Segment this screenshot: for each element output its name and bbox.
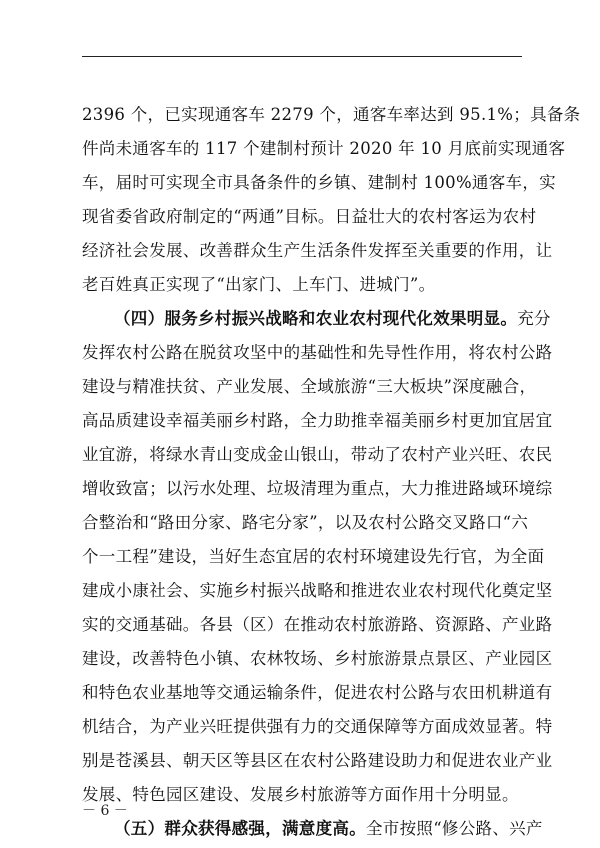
- text-line: 老百姓真正实现了“出家门、上车门、进城门”。: [82, 275, 436, 294]
- text-line: 建设，改善特色小镇、农林牧场、乡村旅游景点景区、产业园区: [82, 649, 553, 668]
- section-5-first-line: [114, 812, 543, 846]
- page-number: － 6 －: [82, 803, 128, 819]
- text-line: 和特色农业基地等交通运输条件，促进农村公路与农田机耕道有: [82, 683, 553, 702]
- text-line: 发挥农村公路在脱贫攻坚中的基础性和先导性作用，将农村公路: [82, 343, 553, 362]
- text-line: 别是苍溪县、朝天区等县区在农村公路建设助力和促进农业产业: [82, 751, 553, 770]
- text-line: 2396 个，已实现通客车 2279 个，通客车率达到 95.1%；具备条: [82, 105, 581, 124]
- text-line: 发展、特色园区建设、发展乡村旅游等方面作用十分明显。: [82, 785, 519, 804]
- section-5-lead: 全市按照“修公路、兴产: [366, 819, 543, 838]
- section-5-heading: （五）群众获得感强，满意度高。: [114, 819, 366, 838]
- text-line: 机结合，为产业兴旺提供强有力的交通保障等方面成效显著。特: [82, 717, 553, 736]
- text-line: 建成小康社会、实施乡村振兴战略和推进农业农村现代化奠定坚: [82, 581, 553, 600]
- section-4-first-line: [114, 302, 551, 336]
- text-line: 建设与精准扶贫、产业发展、全域旅游“三大板块”深度融合，: [82, 377, 537, 396]
- text-line: 经济社会发展、改善群众生产生活条件发挥至关重要的作用，让: [82, 241, 553, 260]
- text-line: 业宜游，将绿水青山变成金山银山，带动了农村产业兴旺、农民: [82, 445, 553, 464]
- section-4-lead: 充分: [517, 309, 551, 328]
- text-line: 个一工程”建设，当好生态宜居的农村环境建设先行官，为全面: [82, 547, 545, 566]
- text-line: 现省委省政府制定的“两通”目标。日益壮大的农村客运为农村: [82, 207, 537, 226]
- text-line: 高品质建设幸福美丽乡村路，全力助推幸福美丽乡村更加宜居宜: [82, 411, 553, 430]
- text-line: 件尚未通客车的 117 个建制村预计 2020 年 10 月底前实现通客: [82, 139, 566, 158]
- text-line: 实的交通基础。各县（区）在推动农村旅游路、资源路、产业路: [82, 615, 553, 634]
- section-4-heading: （四）服务乡村振兴战略和农业农村现代化效果明显。: [114, 309, 518, 328]
- text-line: 车，届时可实现全市具备条件的乡镇、建制村 100%通客车，实: [82, 173, 556, 192]
- header-rule: [82, 56, 522, 57]
- text-line: 合整治和“路田分家、路宅分家”，以及农村公路交叉路口“六: [82, 513, 529, 532]
- text-line: 增收致富；以污水处理、垃圾清理为重点，大力推进路域环境综: [82, 479, 553, 498]
